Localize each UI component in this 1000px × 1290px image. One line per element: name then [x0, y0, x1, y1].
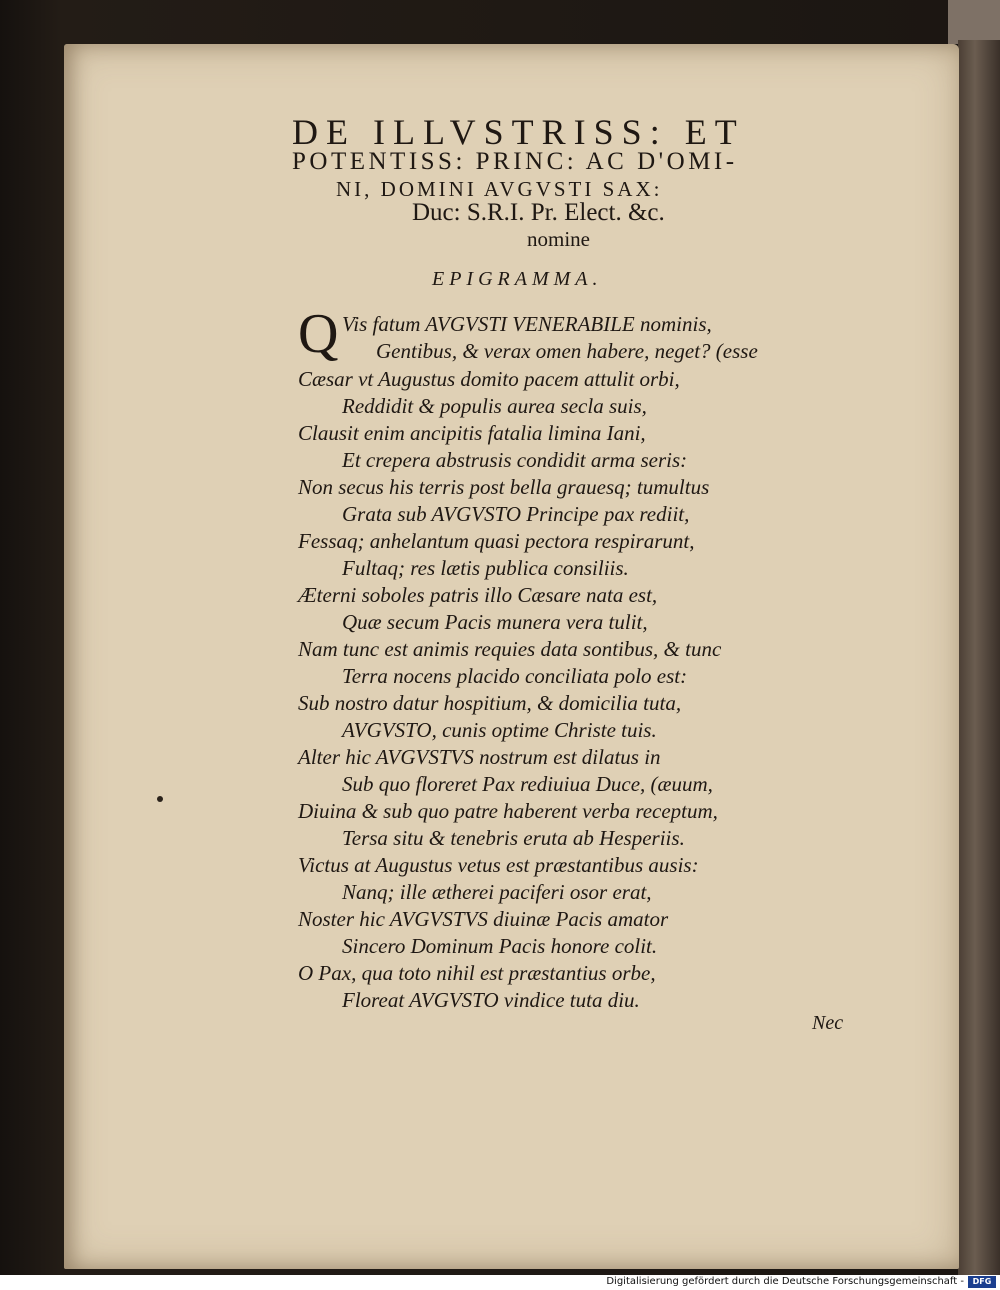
verse-line: Reddidit & populis aurea secla suis,	[342, 394, 647, 418]
verse-line: Et crepera abstrusis condidit arma seris:	[342, 448, 688, 472]
margin-mark	[157, 796, 163, 802]
title-line-1: DE ILLVSTRISS: ET	[292, 112, 745, 152]
verse-line: Cæsar vt Augustus domito pacem attulit orbi,	[298, 367, 680, 391]
verse-line: Sub quo floreret Pax rediuiua Duce, (æuum,	[342, 772, 713, 796]
verse-line: Gentibus, & verax omen habere, neget? (esse	[376, 339, 758, 363]
verse-line: Terra nocens placido conciliata polo est:	[342, 664, 688, 688]
drop-capital: Q	[298, 303, 339, 365]
verse-line: Non secus his terris post bella grauesq; tumultus	[298, 475, 710, 499]
verse-line: Clausit enim ancipitis fatalia limina Iani,	[298, 421, 646, 445]
verse-line: Æterni soboles patris illo Cæsare nata est,	[298, 583, 658, 607]
verse-line: Tersa situ & tenebris eruta ab Hesperiis.	[342, 826, 685, 850]
verse-line: Victus at Augustus vetus est præstantibus ausis:	[298, 853, 699, 877]
verse-line: Nanq; ille ætherei paciferi osor erat,	[342, 880, 652, 904]
title-line-2: POTENTISS: PRINC: AC D'OMI-	[292, 148, 738, 175]
scan-edge-top	[948, 0, 1000, 44]
verse-line: Sub nostro datur hospitium, & domicilia tuta,	[298, 691, 682, 715]
verse-line: O Pax, qua toto nihil est præstantius orbe,	[298, 961, 656, 985]
dfg-logo[interactable]: DFG	[968, 1276, 996, 1288]
verse-line: Noster hic AVGVSTVS diuinæ Pacis amator	[298, 907, 669, 931]
verse-line: Fultaq; res lætis publica consiliis.	[342, 556, 629, 580]
verse-line: Alter hic AVGVSTVS nostrum est dilatus in	[298, 745, 661, 769]
verse-line: Nam tunc est animis requies data sontibus, & tunc	[298, 637, 722, 661]
title-line-4: Duc: S.R.I. Pr. Elect. &c.	[412, 199, 665, 226]
catchword: Nec	[812, 1012, 844, 1034]
verse-line: Quæ secum Pacis munera vera tulit,	[342, 610, 648, 634]
verse-line: Diuina & sub quo patre haberent verba receptum,	[298, 799, 718, 823]
verse-line: Grata sub AVGVSTO Principe pax rediit,	[342, 502, 690, 526]
verse-line: Floreat AVGVSTO vindice tuta diu.	[342, 988, 640, 1012]
section-heading: EPIGRAMMA.	[432, 268, 603, 290]
verse-line: Fessaq; anhelantum quasi pectora respirarunt,	[298, 529, 695, 553]
title-line-3: NI, DOMINI AVGVSTI SAX:	[336, 177, 663, 201]
verse-line: Vis fatum AVGVSTI VENERABILE nominis,	[342, 312, 712, 336]
title-line-5: nomine	[527, 227, 590, 251]
verse-line: AVGVSTO, cunis optime Christe tuis.	[342, 718, 657, 742]
footer-credit: Digitalisierung gefördert durch die Deutsche Forschungsgemeinschaft -	[606, 1276, 964, 1287]
verse-line: Sincero Dominum Pacis honore colit.	[342, 934, 658, 958]
